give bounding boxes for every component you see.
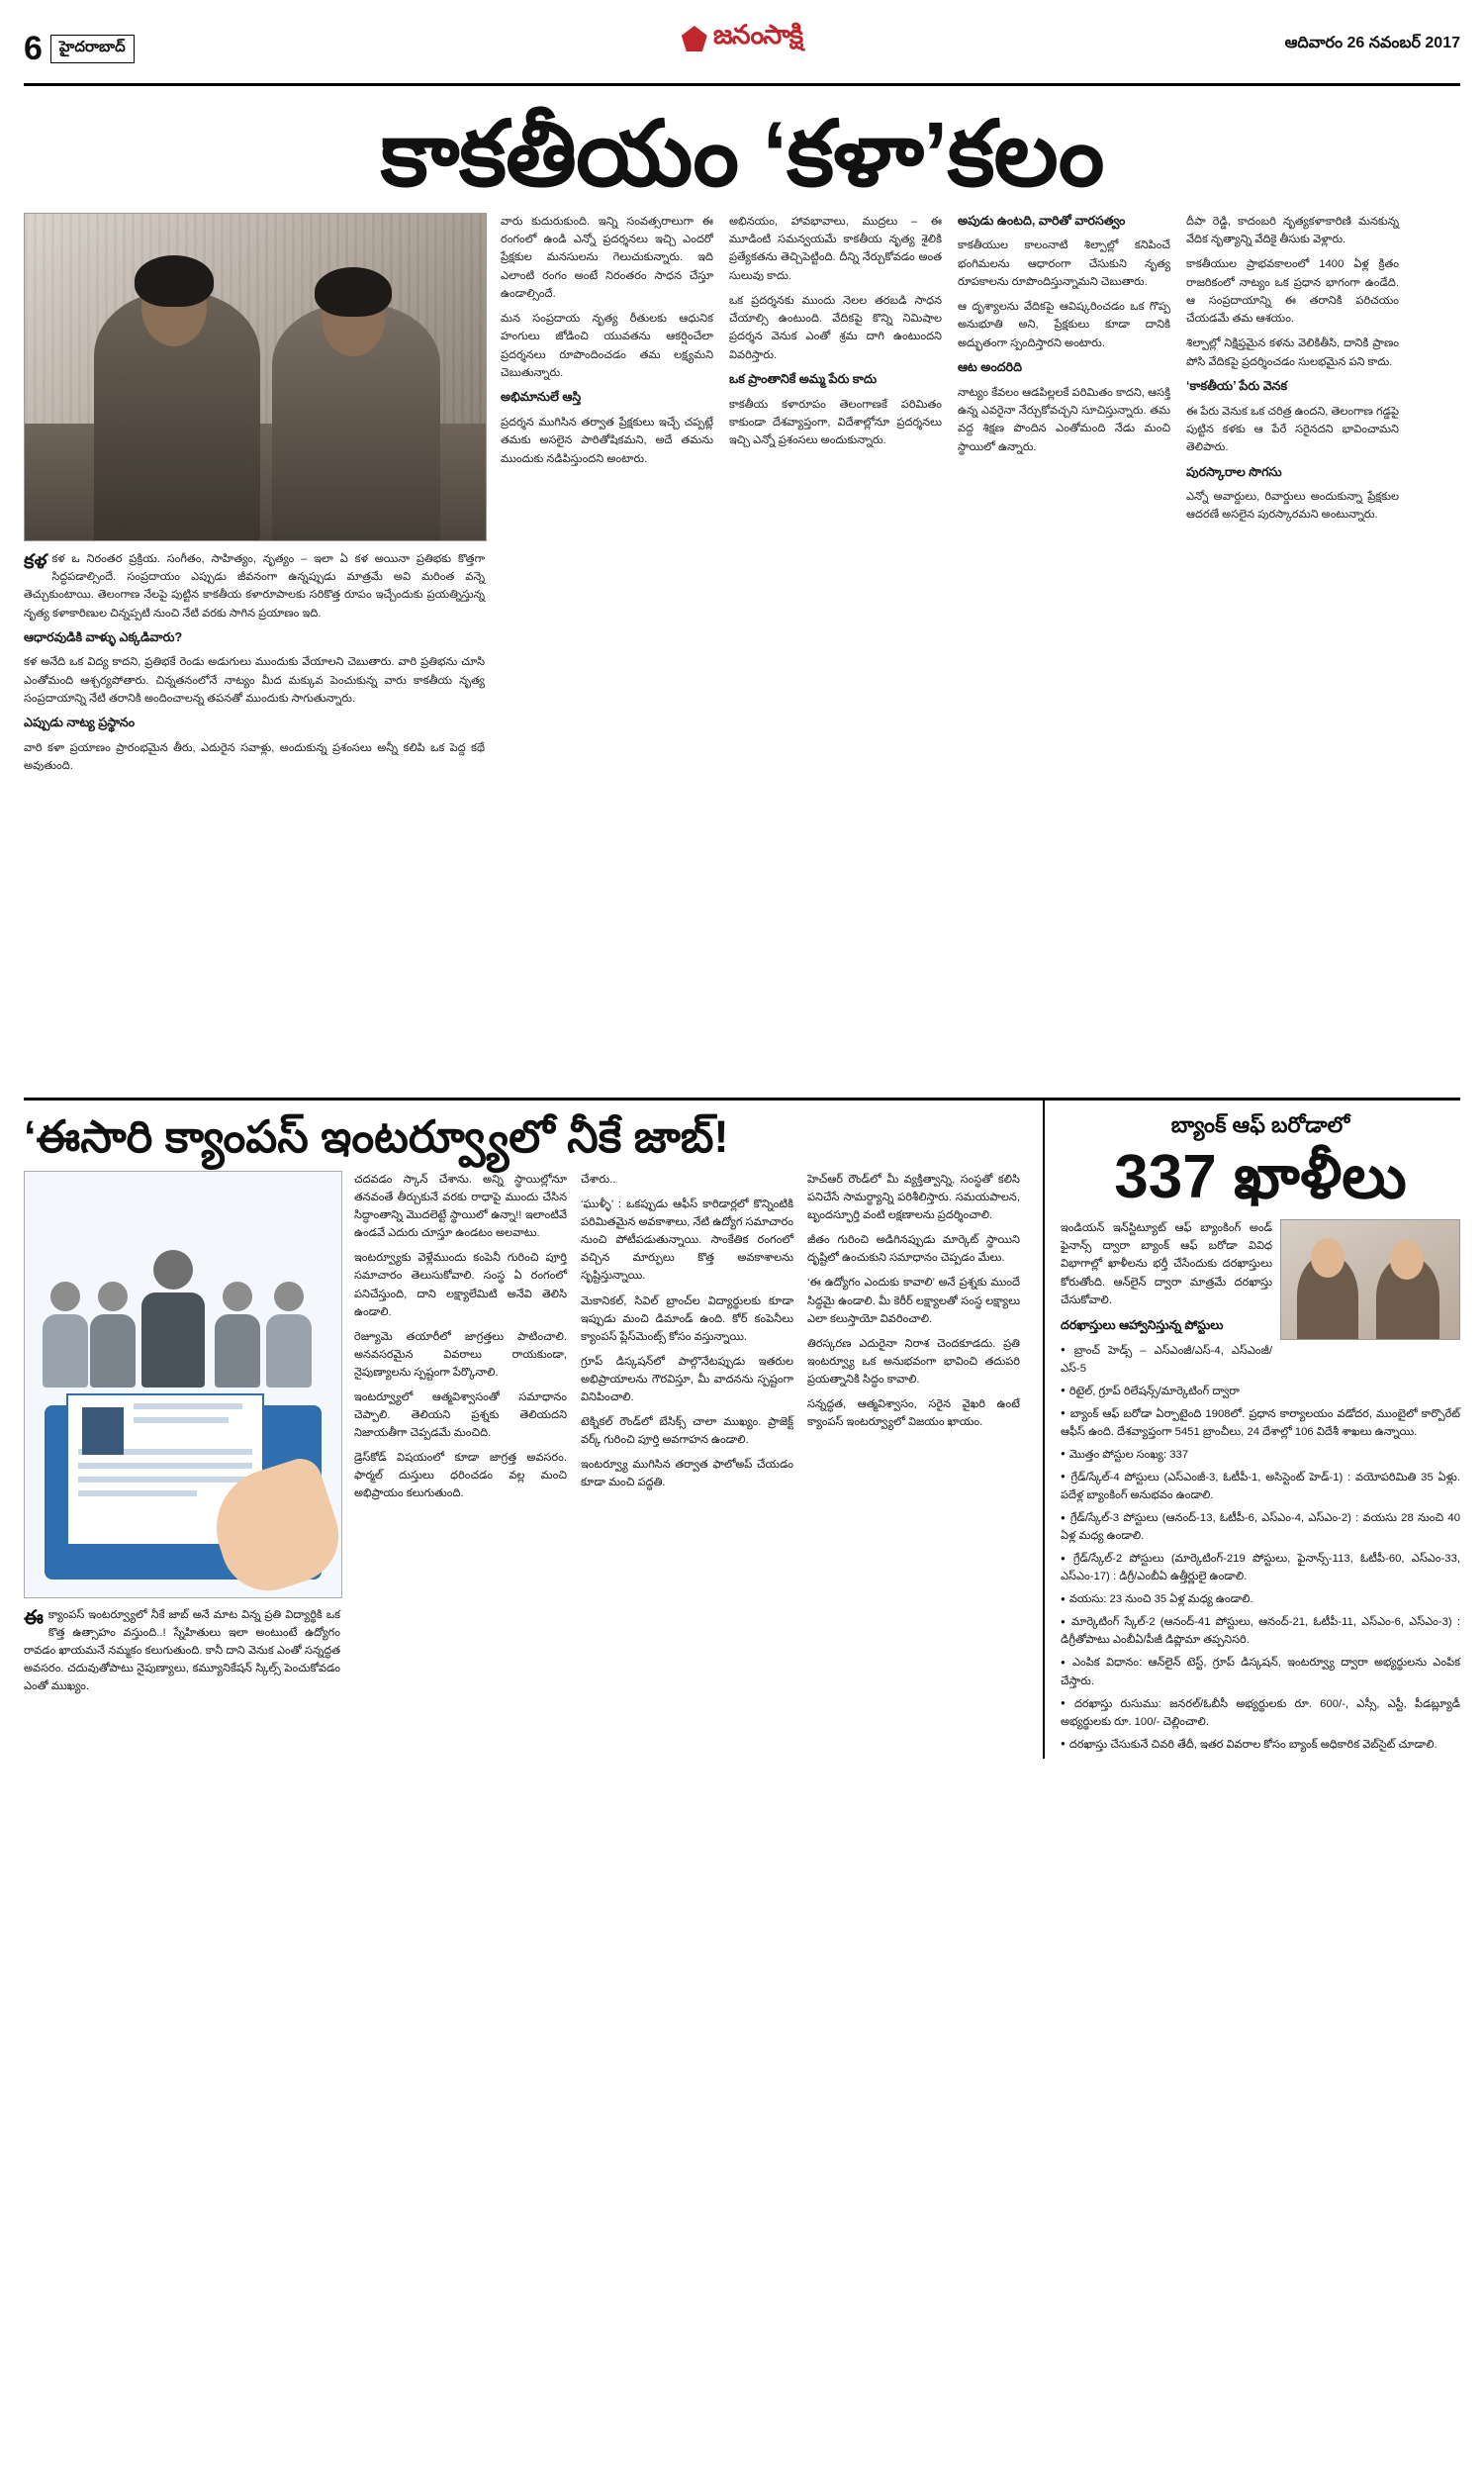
paper-name: జనంసాక్షి	[712, 20, 803, 49]
bank-story-photo	[1280, 1219, 1460, 1340]
subheading: ఆధారవుడికి వాళ్ళు ఎక్కడివారు?	[24, 629, 183, 644]
subheading: ‘కాకతీయ’ పేరు వెనక	[1186, 379, 1288, 394]
campus-column-three	[807, 1171, 1020, 1702]
paragraph: శిల్పాల్లో నిక్షిప్తమైన కళను వెలికితీసి, దానికి ప్రాణం పోసి వేదికపై ప్రదర్శించడం సులభమైన పని కాదు.	[1186, 337, 1399, 368]
paragraph: ఒక ప్రదర్శనకు ముందు నెలల తరబడి సాధన చేయాల్సి ఉంటుంది. వేదికపై కొన్ని నిమిషాల ప్రదర్శన వెనుక ఎంతో శ్రమ దాగి ఉంటుందని వివరిస్తారు.	[729, 294, 942, 361]
bottom-section	[24, 1101, 1460, 1759]
page-number: 6	[24, 30, 43, 67]
paragraph: ఈ పేరు వెనుక ఒక చరిత్ర ఉందని, తెలంగాణ గడ్డపై పుట్టిన కళకు ఆ పేరే సరైనదని భావించామని తెలిపారు.	[1186, 405, 1399, 454]
bank-story-headline: 337 ఖాళీలు	[1114, 1142, 1407, 1211]
paragraph: జీతం గురించి అడిగినప్పుడు మార్కెట్ స్థాయిని దృష్టిలో ఉంచుకుని సమాధానం చెప్పడం మేలు.	[807, 1234, 1020, 1265]
paragraph: మన సంప్రదాయ నృత్య రీతులకు ఆధునిక హంగులు జోడించి యువతను ఆకర్షించేలా ప్రదర్శనలు రూపొందించడం తమ లక్ష్యమని చెబుతున్నారు.	[501, 313, 713, 380]
list-item: ● మార్కెటింగ్ స్కేల్-2 (ఆనంద్-41 పోస్టులు, ఆనంద్-21, ఓటీపీ-11, ఎస్ఎం-6, ఎస్ఎం-3) : డిగ్రీతోపాటు ఎంబీఏ/పీజీ డిప్లొమా తప్పనిసరి.	[1061, 1613, 1460, 1649]
campus-illustration-block	[24, 1171, 340, 1702]
paragraph: ఇంటర్వ్యూ ముగిసిన తర్వాత ఫాలోఅప్ చేయడం కూడా మంచి పద్ధతి.	[581, 1459, 793, 1489]
list-item: ● బ్యాంక్ ఆఫ్ బరోడా ఏర్పాటైంది 1908లో. ప్రధాన కార్యాలయం వడోదర, ముంబైలో కార్పొరేట్ ఆఫీస్ ఉంది. దేశవ్యాప్తంగా 5451 బ్రాంచీలు, 24 దేశాల్లో 106 విదేశీ శాఖలు ఉన్నాయి.	[1061, 1405, 1460, 1441]
paragraph: తిరస్కరణ ఎదురైనా నిరాశ చెందకూడదు. ప్రతి ఇంటర్వ్యూ ఒక అనుభవంగా భావించి తదుపరి ప్రయత్నానికి సిద్ధం కావాలి.	[807, 1337, 1020, 1386]
lead-photo	[24, 213, 487, 541]
paragraph: ‘ఈ ఉద్యోగం ఎందుకు కావాలి’ అనే ప్రశ్నకు ముందే సిద్ధమై ఉండాలి. మీ కెరీర్ లక్ష్యాలతో సంస్థ లక్ష్యాలు ఎలా కలుస్తాయో వివరించాలి.	[807, 1277, 1020, 1325]
paragraph: వారు కుదురుకుంది. ఇన్ని సంవత్సరాలుగా ఈ రంగంలో ఉండి ఎన్నో ప్రదర్శనలు ఇచ్చి ఎందరో ప్రేక్షకుల మనసులను గెలుచుకున్నారు. ఇది ఎలాంటి రంగం అంటే నిరంతరం సాధన చేస్తూ ఉండాల్సిందే.	[501, 215, 713, 300]
list-item: ● దరఖాస్తు రుసుము: జనరల్/ఓబీసీ అభ్యర్థులకు రూ. 600/-, ఎస్సీ, ఎస్టీ, పీడబ్ల్యూడీ అభ్యర్థులకు రూ. 100/- చెల్లించాలి.	[1061, 1695, 1460, 1731]
list-item: ● రిటైల్, గ్రూప్ రిలేషన్స్/మార్కెటింగ్ ద్వారా	[1061, 1383, 1460, 1400]
paragraph: కాకతీయ కళారూపం తెలంగాణకే పరిమితం కాకుండా దేశవ్యాప్తంగా, విదేశాల్లోనూ ప్రదర్శనలు ఇచ్చి ఎన్నో ప్రశంసలు అందుకున్నారు.	[729, 398, 942, 447]
paragraph: సన్నద్ధత, ఆత్మవిశ్వాసం, సరైన వైఖరి ఉంటే క్యాంపస్ ఇంటర్వ్యూలో విజయం ఖాయం.	[807, 1397, 1020, 1428]
list-item: ● ఎంపిక విధానం: ఆన్‌లైన్ టెస్ట్, గ్రూప్ డిస్కషన్, ఇంటర్వ్యూ ద్వారా అభ్యర్థులను ఎంపిక చేస్తారు.	[1061, 1654, 1460, 1689]
paragraph: గ్రూప్ డిస్కషన్‌లో పాల్గొనేటప్పుడు ఇతరుల అభిప్రాయాలను గౌరవిస్తూ, మీ వాదనను స్పష్టంగా వినిపించాలి.	[581, 1355, 793, 1403]
list-item: ● మొత్తం పోస్టుల సంఖ్య: 337	[1061, 1446, 1460, 1464]
paragraph: కాకతీయుల ప్రాభవకాలంలో 1400 ఏళ్ల క్రితం రాజరికంలో నాట్యం ఒక ప్రధాన భాగంగా ఉండేది. ఆ సంప్రదాయాన్ని ఈ తరానికి పరిచయం చేయడమే తమ ఆశయం.	[1186, 258, 1399, 326]
masthead	[24, 14, 1460, 86]
page-title: కాకతీయం ‘కళా’కలం	[380, 104, 1104, 205]
paragraph: డ్రెస్‌కోడ్ విషయంలో కూడా జాగ్రత్త అవసరం. ఫార్మల్ దుస్తులు ధరించడం వల్ల మంచి అభిప్రాయం కలుగుతుంది.	[354, 1452, 567, 1500]
top-story-column-left	[24, 213, 485, 1084]
campus-illustration	[24, 1171, 342, 1598]
paragraph: క్యాంపస్ ఇంటర్వ్యూలో నీకే జాబ్ అనే మాట విన్న ప్రతి విద్యార్థికి ఒక కొత్త ఉత్సాహం వస్తుంది..! స్నేహితులు ఇలా అంటుంటే ఉద్యోగం రావడం ఖాయమనే నమ్మకం కలుగుతుంది. కానీ దాని వెనుక ఎంతో సన్నద్ధత అవసరం. చదువుతోపాటు నైపుణ్యాలు, కమ్యూనికేషన్ స్కిల్స్ పెంచుకోవడం ఎంతో ముఖ్యం.	[24, 1609, 340, 1693]
drop-cap: ఈ	[24, 1607, 44, 1630]
paragraph: టెక్నికల్ రౌండ్‌లో బేసిక్స్ చాలా ముఖ్యం. ప్రాజెక్ట్ వర్క్ గురించి పూర్తి అవగాహన ఉండాలి.	[581, 1415, 793, 1446]
paragraph: అభినయం, హావభావాలు, ముద్రలు – ఈ మూడింటి సమన్వయమే కాకతీయ నృత్య శైలికి ప్రత్యేకతను తెచ్చిపెట్టింది. దీన్ని నేర్చుకోవడం అంత సులువు కాదు.	[729, 215, 942, 282]
folio	[24, 32, 135, 65]
top-story-column-a	[501, 213, 713, 1084]
subheading: ఎప్పుడు నాట్య ప్రస్థానం	[24, 716, 136, 730]
paragraph: రెజ్యూమె తయారీలో జాగ్రత్తలు పాటించాలి. అనవసరమైన వివరాలు రాయకుండా, నైపుణ్యాలను స్పష్టంగా పేర్కొనాలి.	[354, 1330, 567, 1379]
newspaper-page	[0, 14, 1484, 2489]
list-item: ● గ్రేడ్/స్కేల్-2 పోస్టులు (మార్కెటింగ్-219 పోస్టులు, ఫైనాన్స్-113, ఓటీపీ-60, ఎస్ఎం-33, ఎస్ఎం-17) : డిగ్రీ/ఎంబీఏ ఉత్తీర్ణులై ఉండాలి.	[1061, 1550, 1460, 1585]
bank-story-kicker: బ్యాంక్ ఆఫ్ బరోడాలో	[1170, 1111, 1350, 1137]
paragraph: ఇంటర్వ్యూలో ఆత్మవిశ్వాసంతో సమాధానం చెప్పాలి. తెలియని ప్రశ్నకు తెలియదని నిజాయతీగా చెప్పడమే మంచిది.	[354, 1390, 567, 1439]
subheading: దరఖాస్తులు ఆహ్వానిస్తున్న పోస్టులు	[1061, 1318, 1224, 1333]
drop-cap: కళ	[24, 550, 47, 573]
logo-mark-icon	[682, 26, 707, 51]
campus-story	[24, 1101, 1025, 1759]
paragraph: కళ అనేది ఒక విద్య కాదని, ప్రతిభకే రెండు అడుగులు ముందుకు వేయాలని చెబుతారు. వారి ప్రతిభను చూసి ఎంతోమంది ఆశ్చర్యపోతారు. చిన్నతనంలోనే నాట్యం మీద మక్కువ పెంచుకున్న వారు కాకతీయ నృత్య సంప్రదాయాన్ని నేటి తరానికి అందించాలన్న తపనతో ముందుకు సాగుతున్నారు.	[24, 656, 485, 706]
city-label: హైదరాబాద్	[50, 35, 135, 63]
paragraph: ‘ఘుళ్ళీ’ : ఒకప్పుడు ఆఫీస్ కారిడార్లలో కొన్నింటికి పరిమితమైన అవకాశాలు, నేటి ఉద్యోగ సమాచారం నుంచి పోటీపడుతున్నాయి. సాంకేతిక రంగంలో వచ్చిన మార్పులు కొత్త అవకాశాలను సృష్టిస్తున్నాయి.	[581, 1198, 793, 1283]
list-item: ● దరఖాస్తు చేసుకునే చివరి తేదీ, ఇతర వివరాల కోసం బ్యాంక్ అధికారిక వెబ్‌సైట్ చూడాలి.	[1061, 1736, 1460, 1754]
campus-caption	[24, 1606, 340, 1695]
list-item: ● బ్రాంచ్ హెడ్స్ – ఎస్ఎంజీ/ఎస్-4, ఎస్ఎంజీ/ఎస్-5	[1061, 1342, 1460, 1378]
paragraph: ఇండియన్ ఇన్‌స్టిట్యూట్ ఆఫ్ బ్యాంకింగ్ అండ్ ఫైనాన్స్ ద్వారా బ్యాంక్ ఆఫ్ బరోడా వివిధ విభాగాల్లో ఖాళీలను భర్తీ చేసేందుకు దరఖాస్తులు కోరుతోంది. ఆన్‌లైన్ ద్వారా మాత్రమే దరఖాస్తు చేసుకోవాలి.	[1061, 1221, 1272, 1306]
subheading: ఆట అందరిది	[958, 360, 1022, 375]
paragraph: ప్రదర్శన ముగిసిన తర్వాత ప్రేక్షకులు ఇచ్చే చప్పట్లే తమకు అసలైన పారితోషికమని, అదే తమను ముందుకు నడిపిస్తుందని అంటారు.	[501, 416, 713, 465]
subheading: పురస్కారాల సొగసు	[1186, 464, 1282, 479]
paragraph: నాట్యం కేవలం ఆడపిల్లలకే పరిమితం కాదని, ఆసక్తి ఉన్న ఎవరైనా నేర్చుకోవచ్చని సూచిస్తున్నారు. తమ వద్ద శిక్షణ పొందిన ఎంతోమంది నేడు మంచి స్థాయిలో ఉన్నారు.	[958, 386, 1170, 453]
subheading: అపుడు ఉంటది, వారితో వారసత్వం	[958, 213, 1126, 228]
subheading: అభిమానులే ఆస్తి	[501, 390, 582, 405]
top-story	[24, 213, 1460, 1084]
paragraph: దీపా రెడ్డి, కాదంబరి నృత్యకళాకారిణి మనకున్న వేదిక నృత్యాన్ని వేదికై తీసుకు వెళ్లారు.	[1186, 215, 1399, 245]
bank-story	[1043, 1101, 1460, 1759]
list-item: ● గ్రేడ్/స్కేల్-3 పోస్టులు (ఆనంద్-13, ఓటీపీ-6, ఎస్ఎం-4, ఎస్ఎం-2) : వయసు 28 నుంచి 40 ఏళ్ల మధ్య ఉండాలి.	[1061, 1509, 1460, 1545]
issue-date: ఆదివారం 26 నవంబర్ 2017	[1284, 35, 1460, 51]
paragraph: ఇంటర్వ్యూకు వెళ్లేముందు కంపెనీ గురించి పూర్తి సమాచారం తెలుసుకోవాలి. సంస్థ ఏ రంగంలో పనిచేస్తుంది, దాని లక్ష్యాలేమిటి అనేవి తెలిసి ఉండాలి.	[354, 1252, 567, 1318]
top-story-column-d	[1186, 213, 1399, 1084]
campus-column-two	[581, 1171, 793, 1702]
subheading: ఒక ప్రాంతానికే అమ్మ పేరు కాదు	[729, 372, 878, 387]
paragraph: ఆ దృశ్యాలను వేదికపై ఆవిష్కరించడం ఒక గొప్ప అనుభూతి అని, ప్రేక్షకులు కూడా దానికి అద్భుతంగా స్పందిస్తారని అంటారు.	[958, 301, 1170, 349]
paragraph: వారి కళా ప్రయాణం ప్రారంభమైన తీరు, ఎదురైన సవాళ్లు, అందుకున్న ప్రశంసలు అన్నీ కలిపి ఒక పెద్ద కథే అవుతుంది.	[24, 742, 485, 773]
paragraph: చేశారు..	[581, 1174, 616, 1187]
campus-column-one	[354, 1171, 567, 1702]
paragraph: మెకానికల్, సివిల్ బ్రాంచ్‌ల విద్యార్థులకు కూడా ఇప్పుడు మంచి డిమాండ్ ఉంది. కోర్ కంపెనీలు క్యాంపస్ ప్లేస్‌మెంట్స్ కోసం వస్తున్నాయి.	[581, 1294, 793, 1343]
paragraph: హెచ్ఆర్ రౌండ్‌లో మీ వ్యక్తిత్వాన్ని, సంస్థతో కలిసి పనిచేసే సామర్థ్యాన్ని పరిశీలిస్తారు. సమయపాలన, బృందస్ఫూర్తి వంటి లక్షణాలను ప్రదర్శించాలి.	[807, 1174, 1020, 1222]
bank-story-bullets	[1061, 1342, 1460, 1754]
paragraph: కళ ఒ నిరంతర ప్రక్రియ. సంగీతం, సాహిత్యం, నృత్యం – ఇలా ఏ కళ అయినా ప్రతిభకు కొత్తగా సిద్ధపడాల్సిందే. సంప్రదాయం ఎప్పుడు జీవనంగా ఉన్నప్పుడు మాత్రమే అవి మరింత వన్నె తెచ్చుకుంటాయి. తెలంగాణ నేలపై పుట్టిన కాకతీయ కళారూపాలకు సరికొత్త రూపం ఇచ్చేందుకు ప్రయత్నిస్తున్న నృత్య కళాకారిణుల చిన్నప్పటి నుంచి నేటి వరకు సాగిన ప్రయాణం ఇది.	[24, 552, 485, 620]
paragraph: కాకతీయుల కాలంనాటి శిల్పాల్లో కనిపించే భంగిమలను ఆధారంగా చేసుకుని నృత్య రూపకాలను రూపొందిస్తున్నామని చెబుతారు.	[958, 239, 1170, 288]
paragraph: చదవడం స్కాన్ చేశాను. అన్ని స్థాయిల్లోనూ తనవంతే తీర్చుకునే వరకు రాధాపై ముందు చేసిన సిద్ధాంతాన్ని మొదలెట్టే స్థాయిలో ఉన్నా!! ఇలాంటివే ఉండవే ఎదురు చూస్తూ ఉండటం అలవాటు.	[354, 1174, 567, 1240]
top-story-column-c	[958, 213, 1170, 1084]
paragraph: ఎన్నో అవార్డులు, రివార్డులు అందుకున్నా ప్రేక్షకుల ఆదరణే అసలైన పురస్కారమని అంటున్నారు.	[1186, 491, 1399, 522]
list-item: ● గ్రేడ్/స్కేల్-4 పోస్టులు (ఎస్ఎంజీ-3, ఓటీపీ-1, అసిస్టెంట్ హెడ్-1) : వయోపరిమితి 35 ఏళ్లు. పదేళ్ల బ్యాంకింగ్ అనుభవం ఉండాలి.	[1061, 1469, 1460, 1504]
list-item: ● వయసు: 23 నుంచి 35 ఏళ్ల మధ్య ఉండాలి.	[1061, 1590, 1460, 1608]
paper-logo	[682, 20, 802, 57]
top-story-column-b	[729, 213, 942, 1084]
campus-story-headline: ‘ఈసారి క్యాంపస్ ఇంటర్వ్యూలో నీకే జాబ్!	[24, 1110, 729, 1162]
